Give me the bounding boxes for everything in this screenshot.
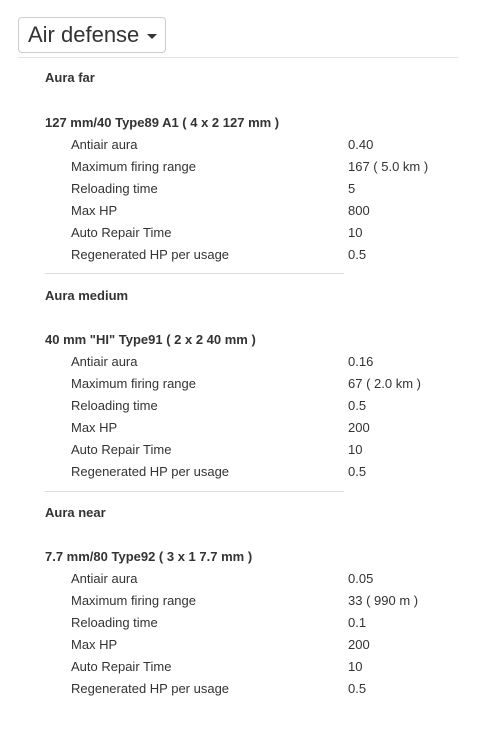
stat-row <box>0 681 492 703</box>
stat-value: 0.5 <box>348 464 367 479</box>
stat-label: Antiair aura <box>71 571 138 586</box>
stat-label: Regenerated HP per usage <box>71 681 230 696</box>
stat-value: 0.5 <box>348 247 367 262</box>
stat-row <box>0 247 492 269</box>
stat-row <box>0 571 492 593</box>
stat-value: 0.5 <box>348 398 367 413</box>
stat-value: 10 <box>348 442 363 457</box>
weapon-title: 127 mm/40 Type89 A1 ( 4 x 2 127 mm ) <box>45 115 280 130</box>
stat-label: Max HP <box>71 420 118 435</box>
stat-row <box>0 137 492 159</box>
stat-row <box>0 181 492 203</box>
stat-row <box>0 615 492 637</box>
stat-label: Reloading time <box>71 398 158 413</box>
stat-label: Auto Repair Time <box>71 442 172 457</box>
stat-label: Auto Repair Time <box>71 659 172 674</box>
stat-label: Max HP <box>71 203 118 218</box>
aura-title: Aura far <box>45 70 95 85</box>
stat-value: 0.16 <box>348 354 374 369</box>
caret-down-icon <box>147 34 157 39</box>
stat-label: Maximum firing range <box>71 159 196 174</box>
stat-value: 167 ( 5.0 km ) <box>348 159 429 174</box>
section-divider <box>45 273 344 274</box>
stat-label: Reloading time <box>71 181 158 196</box>
stat-label: Antiair aura <box>71 137 138 152</box>
stat-row <box>0 659 492 681</box>
stat-value: 5 <box>348 181 356 196</box>
aura-title: Aura medium <box>45 288 129 303</box>
stat-row <box>0 637 492 659</box>
stat-value: 10 <box>348 659 363 674</box>
stat-label: Regenerated HP per usage <box>71 464 230 479</box>
stat-value: 67 ( 2.0 km ) <box>348 376 421 391</box>
stat-row <box>0 376 492 398</box>
stat-label: Maximum firing range <box>71 593 196 608</box>
stat-value: 0.05 <box>348 571 374 586</box>
stat-label: Auto Repair Time <box>71 225 172 240</box>
stat-row <box>0 159 492 181</box>
stat-row <box>0 442 492 464</box>
stat-value: 200 <box>348 637 370 652</box>
stat-row <box>0 354 492 376</box>
stat-label: Reloading time <box>71 615 158 630</box>
stat-value: 33 ( 990 m ) <box>348 593 419 608</box>
weapon-title: 7.7 mm/80 Type92 ( 3 x 1 7.7 mm ) <box>45 549 253 564</box>
stat-value: 0.5 <box>348 681 367 696</box>
stat-value: 10 <box>348 225 363 240</box>
stat-row <box>0 593 492 615</box>
stat-row <box>0 464 492 486</box>
stat-row <box>0 203 492 225</box>
stat-value: 0.1 <box>348 615 367 630</box>
stat-label: Max HP <box>71 637 118 652</box>
stat-row <box>0 420 492 442</box>
stat-row <box>0 225 492 247</box>
stat-value: 800 <box>348 203 370 218</box>
stat-value: 200 <box>348 420 370 435</box>
stat-label: Regenerated HP per usage <box>71 247 230 262</box>
air-defense-dropdown[interactable] <box>18 17 166 53</box>
weapon-title: 40 mm "HI" Type91 ( 2 x 2 40 mm ) <box>45 332 256 347</box>
stat-label: Maximum firing range <box>71 376 196 391</box>
dropdown-label: Air defense <box>28 22 140 47</box>
stat-value: 0.40 <box>348 137 374 152</box>
stat-row <box>0 398 492 420</box>
section-divider <box>45 491 344 492</box>
aura-title: Aura near <box>45 505 106 520</box>
stat-label: Antiair aura <box>71 354 138 369</box>
header-divider <box>18 57 458 58</box>
